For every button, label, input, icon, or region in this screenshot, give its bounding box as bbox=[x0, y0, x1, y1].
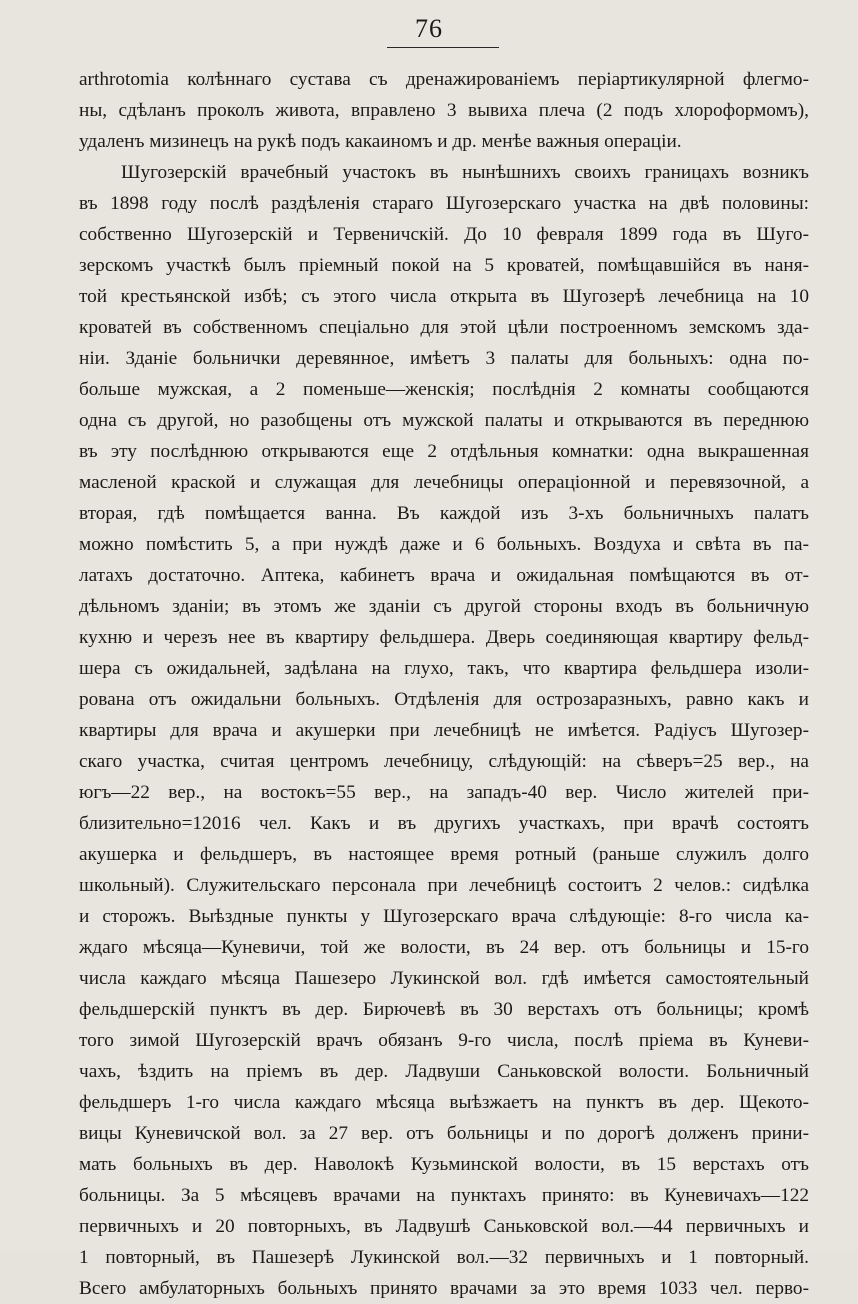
text-line: скаго участка, считая центромъ лечебницу, слѣдующій: на сѣверъ=25 вер., на bbox=[79, 751, 809, 772]
text-line: вицы Куневичской вол. за 27 вер. отъ больницы и по дорогѣ долженъ прини- bbox=[79, 1123, 809, 1144]
text-line: дѣльномъ зданіи; въ этомъ же зданіи съ другой стороны входъ въ больничную bbox=[79, 596, 809, 617]
text-line: ждаго мѣсяца—Куневичи, той же волости, въ 24 вер. отъ больницы и 15-го bbox=[79, 937, 809, 958]
text-line: больше мужская, а 2 поменьше—женскія; послѣднія 2 комнаты сообщаются bbox=[79, 379, 809, 400]
text-line: рована отъ ожидальни больныхъ. Отдѣленія для острозаразныхъ, равно какъ и bbox=[79, 689, 809, 710]
text-line: вторая, гдѣ помѣщается ванна. Въ каждой изъ 3-хъ больничныхъ палатъ bbox=[79, 503, 809, 524]
text-line: мать больныхъ въ дер. Наволокѣ Кузьминской волости, въ 15 верстахъ отъ bbox=[79, 1154, 809, 1175]
text-line: ны, сдѣланъ проколъ живота, вправлено 3 вывиха плеча (2 подъ хлороформомъ), bbox=[79, 100, 809, 121]
text-line: чахъ, ѣздить на пріемъ въ дер. Ладвуши Саньковской волости. Больничный bbox=[79, 1061, 809, 1082]
paragraph-start-line: Шугозерскій врачебный участокъ въ нынѣшнихъ своихъ границахъ возникъ bbox=[121, 162, 809, 183]
text-line: можно помѣстить 5, а при нуждѣ даже и 6 больныхъ. Воздуха и свѣта въ па- bbox=[79, 534, 809, 555]
text-line: того зимой Шугозерскій врачъ обязанъ 9-го числа, послѣ пріема въ Куневи- bbox=[79, 1030, 809, 1051]
text-line: собственно Шугозерскій и Тервеничскій. До 10 февраля 1899 года въ Шуго- bbox=[79, 224, 809, 245]
text-line: числа каждаго мѣсяца Пашезеро Лукинской вол. гдѣ имѣется самостоятельный bbox=[79, 968, 809, 989]
text-line: акушерка и фельдшеръ, въ настоящее время ротный (раньше служилъ долго bbox=[79, 844, 809, 865]
text-line: фельдшеръ 1-го числа каждаго мѣсяца выѣзжаетъ на пунктъ въ дер. Щекото- bbox=[79, 1092, 809, 1113]
text-line: кухню и черезъ нее въ квартиру фельдшера. Дверь соединяющая квартиру фельд- bbox=[79, 627, 809, 648]
text-line: въ эту послѣднюю открываются еще 2 отдѣльныя комнатки: одна выкрашенная bbox=[79, 441, 809, 462]
header-rule bbox=[387, 47, 499, 48]
page-number: 76 bbox=[415, 14, 443, 43]
text-line: латахъ достаточно. Аптека, кабинетъ врача и ожидальная помѣщаются въ от- bbox=[79, 565, 809, 586]
text-line: ніи. Зданіе больнички деревянное, имѣетъ 3 палаты для больныхъ: одна по- bbox=[79, 348, 809, 369]
text-line: удаленъ мизинецъ на рукѣ подъ какаиномъ и др. менѣе важныя операціи. bbox=[79, 131, 682, 152]
body-text bbox=[79, 64, 809, 1304]
text-line: фельдшерскій пунктъ въ дер. Бирючевѣ въ 30 верстахъ отъ больницы; кромѣ bbox=[79, 999, 809, 1020]
text-line: кроватей въ собственномъ спеціально для этой цѣли построенномъ земскомъ зда- bbox=[79, 317, 809, 338]
text-line: arthrotomia колѣннаго сустава съ дренажированіемъ періартикулярной флегмо- bbox=[79, 69, 809, 90]
text-line: одна съ другой, но разобщены отъ мужской палаты и открываются въ переднюю bbox=[79, 410, 809, 431]
text-line: квартиры для врача и акушерки при лечебницѣ не имѣется. Радіусъ Шугозер- bbox=[79, 720, 809, 741]
text-line: 1 повторный, въ Пашезерѣ Лукинской вол.—32 первичныхъ и 1 повторный. bbox=[79, 1247, 809, 1268]
text-line: той крестьянской избѣ; съ этого числа открыта въ Шугозерѣ лечебница на 10 bbox=[79, 286, 809, 307]
text-line: зерскомъ участкѣ былъ пріемный покой на 5 кроватей, помѣщавшійся въ наня- bbox=[79, 255, 809, 276]
text-line: больницы. За 5 мѣсяцевъ врачами на пунктахъ принято: въ Куневичахъ—122 bbox=[79, 1185, 809, 1206]
text-line: Всего амбулаторныхъ больныхъ принято врачами за это время 1033 чел. перво- bbox=[79, 1278, 809, 1299]
text-line: близительно=12016 чел. Какъ и въ другихъ участкахъ, при врачѣ состоятъ bbox=[79, 813, 809, 834]
text-line: и сторожъ. Выѣздные пункты у Шугозерскаго врача слѣдующіе: 8-го числа ка- bbox=[79, 906, 809, 927]
text-line: школьный). Служительскаго персонала при лечебницѣ состоитъ 2 челов.: сидѣлка bbox=[79, 875, 809, 896]
text-line: шера съ ожидальней, задѣлана на глухо, такъ, что квартира фельдшера изоли- bbox=[79, 658, 809, 679]
text-line: югъ—22 вер., на востокъ=55 вер., на западъ-40 вер. Число жителей при- bbox=[79, 782, 809, 803]
text-line: масленой краской и служащая для лечебницы операціонной и перевязочной, а bbox=[79, 472, 809, 493]
text-line: въ 1898 году послѣ раздѣленія стараго Шугозерскаго участка на двѣ половины: bbox=[79, 193, 809, 214]
text-line: первичныхъ и 20 повторныхъ, въ Ладвушѣ Саньковской вол.—44 первичныхъ и bbox=[79, 1216, 809, 1237]
